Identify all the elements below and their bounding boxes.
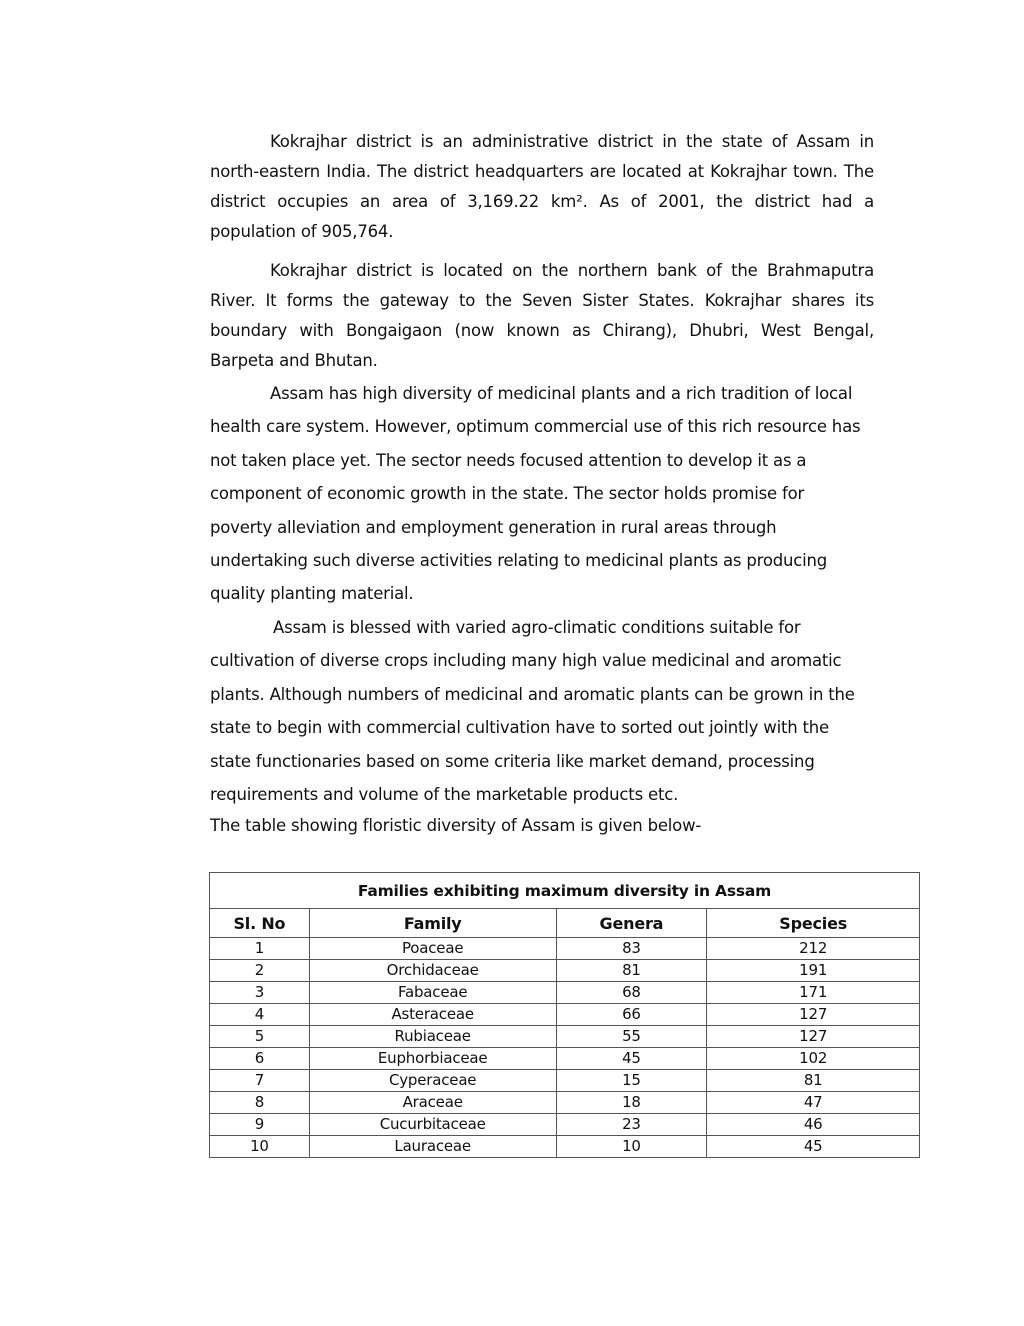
- paragraph-district-overview: Kokrajhar district is an administrative district in the state of Assam in north-eastern India. The district headquarters are located at Kokrajhar town. The district occupies an area of 3,169.22 km². As of 2001, the district had a population of 905,764.: [210, 132, 874, 241]
- cell-sl-no: 8: [210, 1092, 310, 1114]
- cell-genera: 83: [556, 938, 707, 960]
- cell-family: Euphorbiaceae: [309, 1048, 556, 1070]
- cell-species: 171: [707, 982, 920, 1004]
- paragraph-table-intro: The table showing floristic diversity of Assam is given below-: [210, 816, 702, 835]
- table-row: [210, 1136, 920, 1158]
- diversity-table: [209, 872, 920, 1158]
- table-caption-row: [210, 873, 920, 909]
- cell-family: Cucurbitaceae: [309, 1114, 556, 1136]
- cell-genera: 23: [556, 1114, 707, 1136]
- cell-species: 127: [707, 1026, 920, 1048]
- cell-sl-no: 7: [210, 1070, 310, 1092]
- cell-sl-no: 3: [210, 982, 310, 1004]
- cell-species: 191: [707, 960, 920, 982]
- table-row: [210, 1004, 920, 1026]
- cell-family: Asteraceae: [309, 1004, 556, 1026]
- column-header-species: Species: [707, 909, 920, 938]
- cell-sl-no: 2: [210, 960, 310, 982]
- table-row: [210, 1070, 920, 1092]
- cell-genera: 66: [556, 1004, 707, 1026]
- cell-species: 47: [707, 1092, 920, 1114]
- cell-genera: 45: [556, 1048, 707, 1070]
- table-row: [210, 1092, 920, 1114]
- cell-family: Lauraceae: [309, 1136, 556, 1158]
- cell-family: Poaceae: [309, 938, 556, 960]
- table-caption: Families exhibiting maximum diversity in Assam: [210, 873, 920, 909]
- cell-genera: 10: [556, 1136, 707, 1158]
- table-row: [210, 982, 920, 1004]
- cell-genera: 15: [556, 1070, 707, 1092]
- table-header-row: [210, 909, 920, 938]
- cell-family: Rubiaceae: [309, 1026, 556, 1048]
- cell-species: 45: [707, 1136, 920, 1158]
- paragraph-agro-climatic: Assam is blessed with varied agro-climatic conditions suitable for cultivation of diverse crops including many high value medicinal and aromatic plants. Although numbers of medicinal and aromatic plants can be grown in the state to begin with commercial cultivation have to sorted out jointly with the state functionaries based on some criteria like market demand, processing requirements and volume of the marketable products etc.: [210, 618, 855, 805]
- table-row: [210, 1048, 920, 1070]
- column-header-sl-no: Sl. No: [210, 909, 310, 938]
- cell-sl-no: 5: [210, 1026, 310, 1048]
- cell-genera: 55: [556, 1026, 707, 1048]
- cell-sl-no: 9: [210, 1114, 310, 1136]
- cell-family: Cyperaceae: [309, 1070, 556, 1092]
- cell-sl-no: 4: [210, 1004, 310, 1026]
- table-row: [210, 960, 920, 982]
- table-row: [210, 1026, 920, 1048]
- cell-genera: 81: [556, 960, 707, 982]
- cell-genera: 18: [556, 1092, 707, 1114]
- cell-species: 102: [707, 1048, 920, 1070]
- table-row: [210, 938, 920, 960]
- cell-species: 81: [707, 1070, 920, 1092]
- cell-sl-no: 10: [210, 1136, 310, 1158]
- cell-species: 212: [707, 938, 920, 960]
- paragraph-medicinal-diversity: Assam has high diversity of medicinal plants and a rich tradition of local health care system. However, optimum commercial use of this rich resource has not taken place yet. The sector needs focused attention to develop it as a component of economic growth in the state. The sector holds promise for poverty alleviation and employment generation in rural areas through undertaking such diverse activities relating to medicinal plants as producing quality planting material.: [210, 384, 861, 604]
- column-header-genera: Genera: [556, 909, 707, 938]
- cell-family: Araceae: [309, 1092, 556, 1114]
- cell-species: 127: [707, 1004, 920, 1026]
- cell-genera: 68: [556, 982, 707, 1004]
- column-header-family: Family: [309, 909, 556, 938]
- cell-family: Orchidaceae: [309, 960, 556, 982]
- cell-sl-no: 1: [210, 938, 310, 960]
- paragraph-district-location: Kokrajhar district is located on the northern bank of the Brahmaputra River. It forms the gateway to the Seven Sister States. Kokrajhar shares its boundary with Bongaigaon (now known as Chirang), Dhubri, West Bengal, Barpeta and Bhutan.: [210, 261, 874, 370]
- table-row: [210, 1114, 920, 1136]
- cell-sl-no: 6: [210, 1048, 310, 1070]
- cell-family: Fabaceae: [309, 982, 556, 1004]
- cell-species: 46: [707, 1114, 920, 1136]
